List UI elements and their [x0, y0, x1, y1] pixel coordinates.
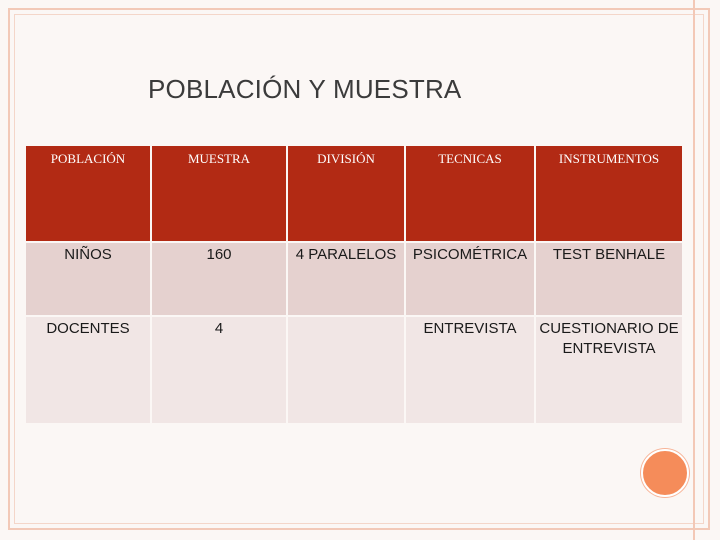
cell-instrumentos: CUESTIONARIO DE ENTREVISTA — [536, 317, 682, 423]
cell-muestra: 160 — [152, 243, 286, 315]
cell-division: 4 PARALELOS — [288, 243, 404, 315]
header-tecnicas: TECNICAS — [406, 146, 534, 241]
cell-tecnicas: ENTREVISTA — [406, 317, 534, 423]
cell-poblacion: DOCENTES — [26, 317, 150, 423]
cell-division — [288, 317, 404, 423]
data-table — [24, 144, 684, 425]
cell-tecnicas: PSICOMÉTRICA — [406, 243, 534, 315]
table-header-row — [26, 146, 682, 241]
table-row — [26, 243, 682, 315]
header-instrumentos: INSTRUMENTOS — [536, 146, 682, 241]
header-muestra: MUESTRA — [152, 146, 286, 241]
cell-muestra: 4 — [152, 317, 286, 423]
cell-poblacion: NIÑOS — [26, 243, 150, 315]
cell-instrumentos: TEST BENHALE — [536, 243, 682, 315]
header-division: DIVISIÓN — [288, 146, 404, 241]
table-row — [26, 317, 682, 423]
slide-title: POBLACIÓN Y MUESTRA — [148, 74, 462, 104]
decorative-orange-circle — [641, 449, 689, 497]
header-poblacion: POBLACIÓN — [26, 146, 150, 241]
decorative-vertical-line — [693, 0, 695, 540]
